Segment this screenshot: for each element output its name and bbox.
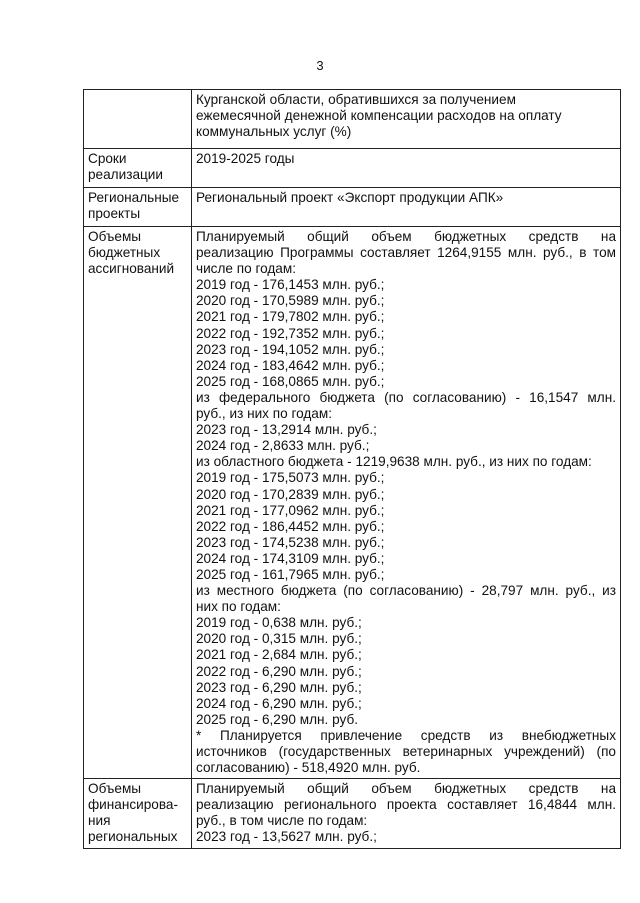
period-value: 2019-2025 годы: [196, 151, 295, 166]
text-line: коммунальных услуг (%): [196, 124, 352, 140]
label-line: бюджетных: [88, 245, 161, 261]
table-row-period: [84, 149, 621, 188]
projects-value: Региональный проект «Экспорт продукции АПК»: [196, 190, 504, 205]
row-label-financing: [84, 779, 192, 848]
local-year-line: 2023 год - 6,290 млн. руб.;: [196, 679, 362, 695]
label-line: Объемы: [88, 781, 142, 797]
federal-year-line: 2024 год - 2,8633 млн. руб.;: [196, 438, 370, 454]
label-line: Объемы: [88, 229, 142, 244]
row-value-period: [192, 149, 621, 188]
passport-table: [83, 89, 621, 849]
regional-year-line: 2023 год - 174,5238 млн. руб.;: [196, 534, 385, 550]
local-year-line: 2019 год - 0,638 млн. руб.;: [196, 615, 362, 631]
total-year-line: 2025 год - 168,0865 млн. руб.;: [196, 373, 385, 389]
label-line: Сроки: [88, 151, 127, 166]
row-label-empty: [84, 90, 192, 149]
text-line: ежемесячной денежной компенсации расходов на оплату: [196, 108, 562, 124]
extrabudgetary-note-line: согласованию) - 518,4920 млн. руб.: [196, 760, 421, 776]
row-value-budget: [192, 227, 621, 779]
table-row-financing: [84, 779, 621, 848]
row-label-projects: [84, 188, 192, 227]
financing-line: реализацию регионального проекта составляет 16,4844 млн.: [196, 797, 616, 813]
total-year-line: 2024 год - 183,4642 млн. руб.;: [196, 357, 385, 373]
text-line: Курганской области, обратившихся за получением: [196, 92, 516, 107]
budget-intro-line: числе по годам:: [196, 261, 296, 277]
federal-year-line: 2023 год - 13,2914 млн. руб.;: [196, 422, 377, 438]
federal-budget-line: из федерального бюджета (по согласованию) - 16,1547 млн.: [196, 389, 616, 405]
extrabudgetary-note-line: источников (государственных ветеринарных учреждений) (по: [196, 744, 616, 759]
regional-budget-line: из областного бюджета - 1219,9638 млн. руб., из них по годам:: [196, 454, 592, 470]
row-value-indicator: [192, 90, 621, 149]
regional-year-line: 2019 год - 175,5073 млн. руб.;: [196, 470, 385, 486]
regional-year-line: 2022 год - 186,4452 млн. руб.;: [196, 518, 385, 534]
row-label-budget: [84, 227, 192, 779]
row-value-projects: [192, 188, 621, 227]
local-budget-line: них по годам:: [196, 599, 281, 615]
regional-year-line: 2021 год - 177,0962 млн. руб.;: [196, 502, 385, 518]
label-line: реализации: [88, 167, 163, 183]
total-year-line: 2022 год - 192,7352 млн. руб.;: [196, 325, 385, 341]
local-year-line: 2020 год - 0,315 млн. руб.;: [196, 631, 362, 647]
total-year-line: 2020 год - 170,5989 млн. руб.;: [196, 293, 385, 309]
local-year-line: 2025 год - 6,290 млн. руб.: [196, 711, 359, 727]
federal-budget-line: руб., из них по годам:: [196, 406, 332, 422]
local-budget-line: из местного бюджета (по согласованию) - 28,797 млн. руб., из: [196, 583, 616, 599]
label-line: финансирова-: [88, 797, 179, 813]
table-row-projects: [84, 188, 621, 227]
row-label-period: [84, 149, 192, 188]
page-number: 3: [316, 58, 324, 73]
label-line: ассигнований: [88, 261, 175, 277]
total-year-line: 2019 год - 176,1453 млн. руб.;: [196, 277, 385, 293]
financing-line: 2023 год - 13,5627 млн. руб.;: [196, 829, 377, 845]
extrabudgetary-note-line: * Планируется привлечение средств из внебюджетных: [196, 727, 616, 743]
table-row-budget: [84, 227, 621, 779]
label-line: Региональные: [88, 190, 180, 205]
regional-year-line: 2020 год - 170,2839 млн. руб.;: [196, 486, 385, 502]
row-value-financing: [192, 779, 621, 848]
label-line: ния: [88, 813, 111, 829]
total-year-line: 2023 год - 194,1052 млн. руб.;: [196, 341, 385, 357]
financing-line: Планируемый общий объем бюджетных средств на: [196, 781, 616, 797]
financing-line: руб., в том числе по годам:: [196, 813, 368, 829]
total-year-line: 2021 год - 179,7802 млн. руб.;: [196, 309, 385, 325]
local-year-line: 2024 год - 6,290 млн. руб.;: [196, 695, 362, 711]
table-row-continuation: [84, 90, 621, 149]
local-year-line: 2021 год - 2,684 млн. руб.;: [196, 647, 362, 663]
regional-year-line: 2024 год - 174,3109 млн. руб.;: [196, 550, 385, 566]
regional-year-line: 2025 год - 161,7965 млн. руб.;: [196, 566, 385, 582]
label-line: проекты: [88, 206, 141, 222]
budget-intro-line: реализацию Программы составляет 1264,9155 млн. руб., в том: [196, 245, 616, 261]
label-line: региональных: [88, 829, 178, 845]
budget-intro-line: Планируемый общий объем бюджетных средств на: [196, 229, 616, 244]
local-year-line: 2022 год - 6,290 млн. руб.;: [196, 663, 362, 679]
